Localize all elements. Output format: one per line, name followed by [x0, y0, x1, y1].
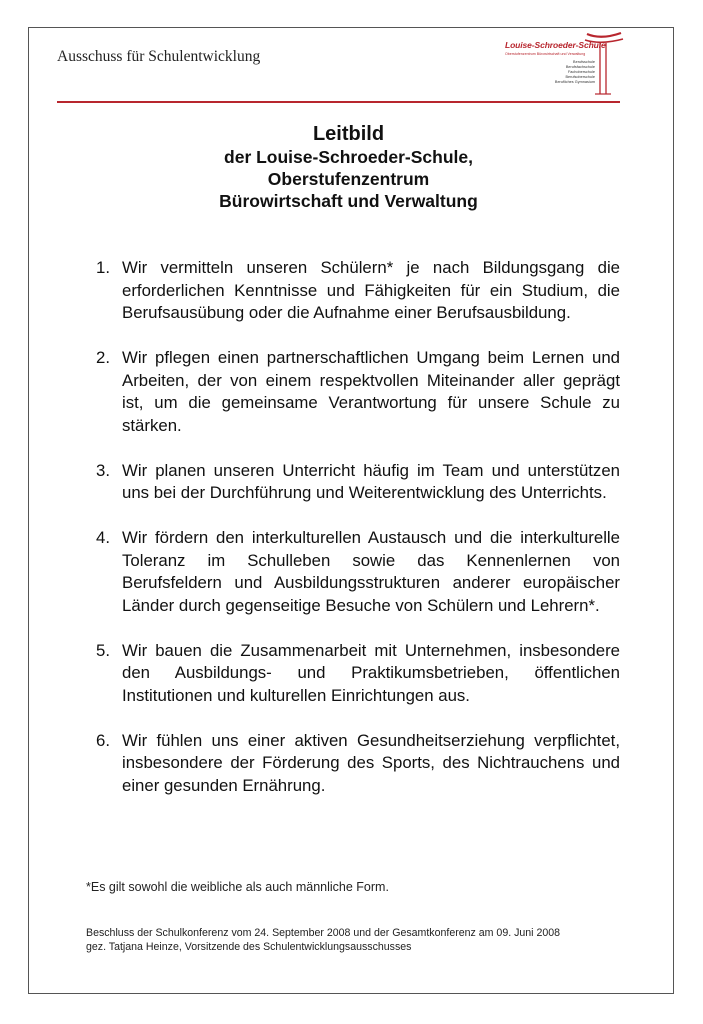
item-text: Wir fühlen uns einer aktiven Gesundheitserziehung verpflichtet, insbesondere der Förderung des Sports, des Nichtrauchens und einer gesunden Ernährung. — [122, 730, 620, 795]
list-item — [96, 640, 620, 708]
school-logo — [505, 30, 625, 96]
list-item — [96, 347, 620, 437]
logo-pillar-icon — [583, 30, 625, 96]
list-item — [96, 527, 620, 617]
resolution-line: Beschluss der Schulkonferenz vom 24. September 2008 und der Gesamtkonferenz am 09. Juni 2008 — [86, 927, 561, 939]
logo-school-type: Fachoberschule — [567, 70, 595, 74]
footnote: *Es gilt sowohl die weibliche als auch männliche Form. — [86, 880, 389, 894]
logo-school-type: Berufsoberschule — [565, 75, 595, 79]
item-text: Wir fördern den interkulturellen Austausch und die interkulturelle Toleranz im Schulleben sowie das Kennenlernen von Berufsfeldern und Ausbildungsstrukturen anderer europäischer Länder durch gegenseitige Besuche von Schülern und Lehrern*. — [122, 528, 620, 615]
committee-name: Ausschuss für Schulentwicklung — [57, 48, 261, 65]
signature-line: gez. Tatjana Heinze, Vorsitzende des Schulentwicklungsausschusses — [86, 940, 412, 953]
subtitle-line: Oberstufenzentrum — [267, 169, 430, 189]
item-number: 2. — [96, 348, 110, 367]
item-text: Wir bauen die Zusammenarbeit mit Unternehmen, insbesondere den Ausbildungs- und Praktikumsbetrieben, öffentlichen Institutionen und kulturellen Einrichtungen aus. — [122, 640, 620, 705]
item-text: Wir vermitteln unseren Schülern* je nach Bildungsgang die erforderlichen Kenntnisse und Fähigkeiten für ein Studium, die Berufsausübung oder die Aufnahme einer Berufsausbildung. — [122, 258, 620, 322]
header-rule — [57, 101, 620, 103]
page-title: Leitbild — [312, 123, 385, 145]
subtitle-line: der Louise-Schroeder-Schule, — [224, 147, 473, 167]
item-number: 5. — [96, 640, 110, 660]
list-item — [96, 257, 620, 325]
logo-school-type: Berufsschule — [573, 60, 595, 64]
logo-school-type: Berufsfachschule — [565, 65, 595, 69]
list-item — [96, 460, 620, 505]
item-number: 3. — [96, 460, 110, 480]
item-number: 6. — [96, 730, 110, 750]
subtitle-line: Bürowirtschaft und Verwaltung — [219, 191, 478, 211]
logo-school-type: Berufliches Gymnasium — [554, 80, 595, 84]
logo-tagline: Oberstufenzentrum Bürowirtschaft und Verwaltung — [505, 52, 586, 56]
resolution-note — [86, 927, 560, 954]
item-text: Wir pflegen einen partnerschaftlichen Umgang beim Lernen und Arbeiten, der von einem respektvollen Miteinander aller geprägt ist, um die gemeinsame Verantwortung für unsere Schule zu stärken. — [122, 348, 620, 435]
item-number: 1. — [96, 258, 110, 277]
list-item — [96, 730, 620, 798]
item-number: 4. — [96, 528, 110, 547]
mission-statement-list — [96, 257, 620, 820]
logo-school-name: Louise-Schroeder-Schule — [505, 40, 606, 50]
title-block — [57, 122, 620, 212]
item-text: Wir planen unseren Unterricht häufig im Team und unterstützen uns bei der Durchführung und Weiterentwicklung des Unterrichts. — [122, 460, 620, 502]
